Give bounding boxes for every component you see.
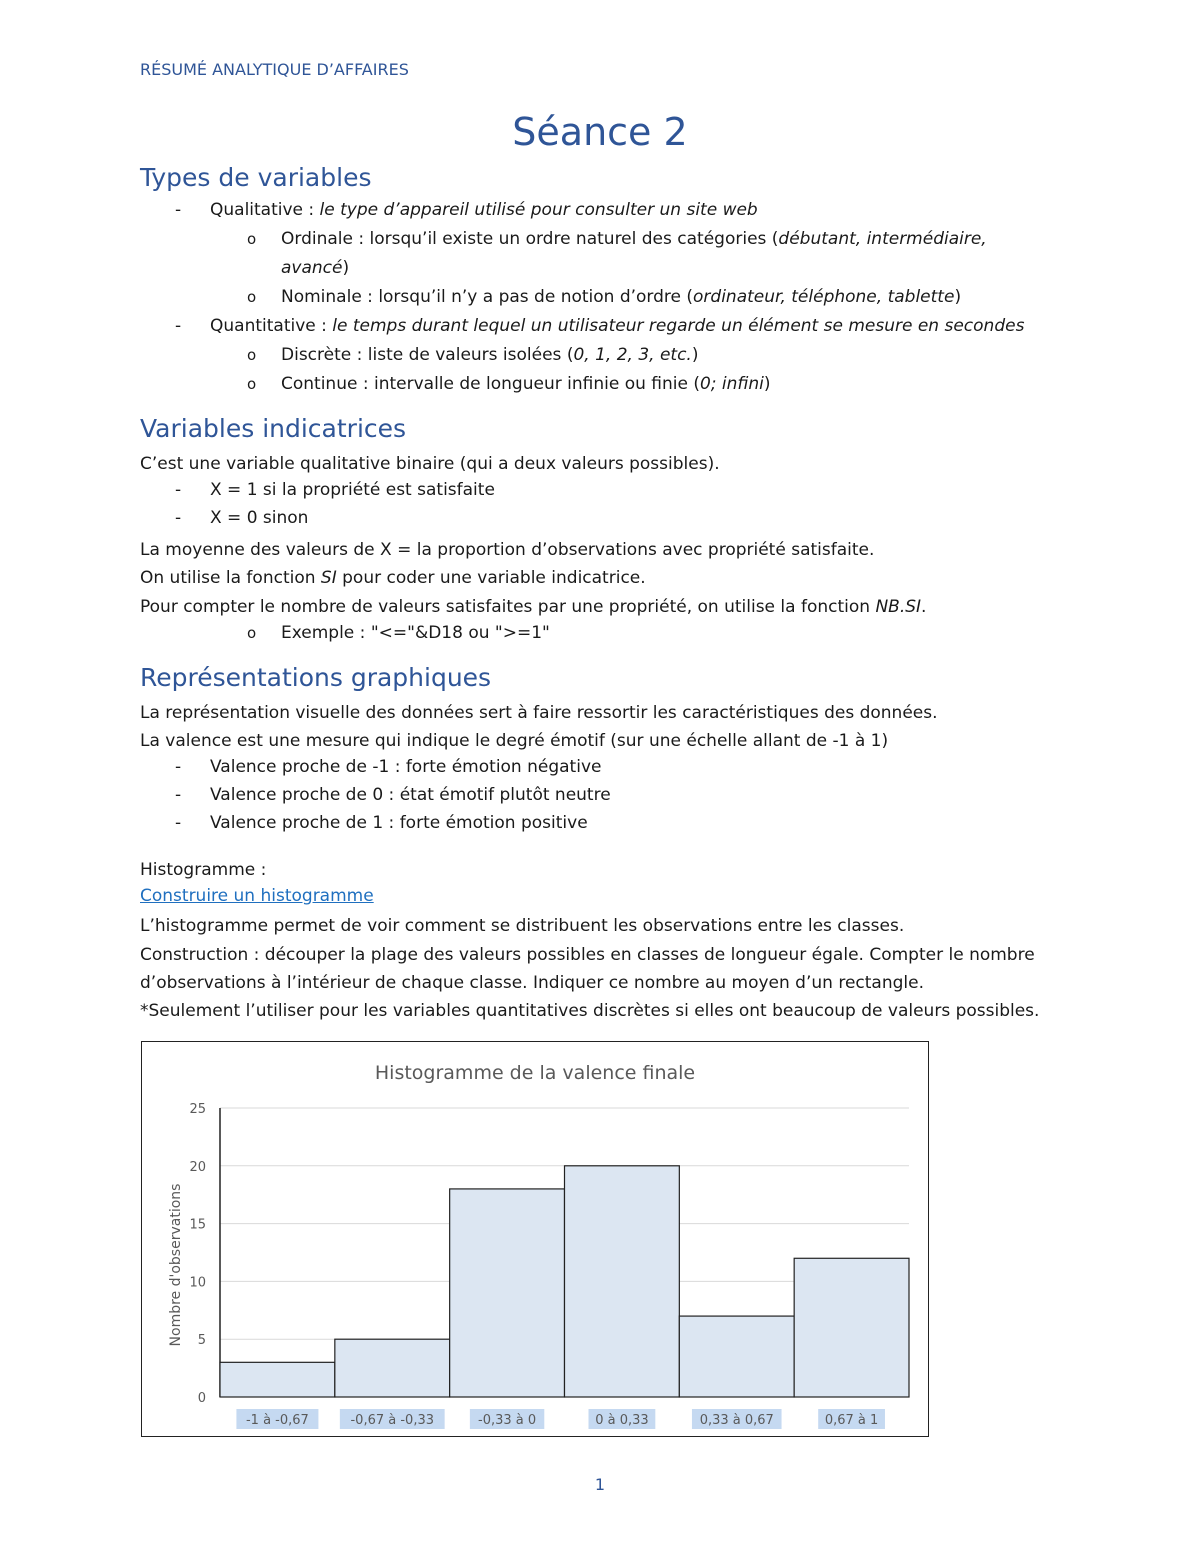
bullet-circle: o [247, 288, 257, 306]
bullet-circle: o [247, 230, 257, 248]
paragraph: C’est une variable qualitative binaire (qui a deux valeurs possibles). [140, 454, 720, 474]
list-item: Valence proche de -1 : forte émotion négative [210, 757, 602, 777]
paragraph: *Seulement l’utiliser pour les variables quantitatives discrètes si elles ont beaucoup de valeurs possibles. [140, 1001, 1040, 1021]
bullet-dash: - [175, 785, 182, 805]
page-number: 1 [594, 1475, 606, 1494]
paragraph: Pour compter le nombre de valeurs satisfaites par une propriété, on utilise la fonction NB.SI. [140, 597, 927, 617]
bullet-dash: - [175, 200, 182, 220]
x-tick-label: -0,67 à -0,33 [350, 1413, 435, 1428]
list-item-qualitative: Qualitative : le type d’appareil utilisé pour consulter un site web [210, 200, 758, 220]
paragraph: On utilise la fonction SI pour coder une variable indicatrice. [140, 568, 646, 588]
section-heading-indicatrices: Variables indicatrices [140, 414, 407, 443]
page-header: RÉSUMÉ ANALYTIQUE D’AFFAIRES [140, 60, 409, 79]
list-item-nominale: Nominale : lorsqu’il n’y a pas de notion d’ordre (ordinateur, téléphone, tablette) [281, 287, 962, 307]
paragraph: Construction : découper la plage des valeurs possibles en classes de longueur égale. Compter le nombre [140, 945, 1035, 965]
y-tick-label: 20 [189, 1159, 206, 1175]
list-item: Valence proche de 0 : état émotif plutôt neutre [210, 785, 611, 805]
histogram-bar [335, 1339, 450, 1397]
section-heading-types: Types de variables [140, 163, 372, 192]
bullet-dash: - [175, 316, 182, 336]
paragraph: Histogramme : [140, 860, 267, 880]
y-tick-label: 25 [189, 1102, 206, 1117]
bullet-dash: - [175, 480, 182, 500]
list-item: X = 1 si la propriété est satisfaite [210, 480, 495, 500]
bullet-circle: o [247, 375, 257, 393]
x-tick-label: 0 à 0,33 [595, 1413, 649, 1428]
paragraph: La valence est une mesure qui indique le degré émotif (sur une échelle allant de -1 à 1) [140, 731, 889, 751]
y-tick-label: 0 [197, 1391, 206, 1406]
list-item-exemple: Exemple : "<="&D18 ou ">=1" [281, 623, 550, 643]
bullet-dash: - [175, 813, 182, 833]
y-tick-label: 5 [197, 1333, 206, 1349]
paragraph: L’histogramme permet de voir comment se distribuent les observations entre les classes. [140, 916, 905, 936]
bullet-circle: o [247, 346, 257, 364]
list-item: X = 0 sinon [210, 508, 309, 528]
paragraph: d’observations à l’intérieur de chaque classe. Indiquer ce nombre au moyen d’un rectangle. [140, 973, 924, 993]
histogram-bar [794, 1258, 909, 1397]
x-tick-label: -1 à -0,67 [245, 1413, 309, 1428]
paragraph: La moyenne des valeurs de X = la proportion d’observations avec propriété satisfaite. [140, 540, 875, 560]
chart-title: Histogramme de la valence finale [374, 1062, 696, 1084]
section-heading-graphiques: Représentations graphiques [140, 663, 492, 692]
histogram-bar [679, 1316, 794, 1397]
histogram-link[interactable]: Construire un histogramme [140, 886, 374, 906]
list-item-discrete: Discrète : liste de valeurs isolées (0, 1, 2, 3, etc.) [281, 345, 699, 365]
list-item-ordinale-cont: avancé) [281, 258, 350, 278]
x-tick-label: -0,33 à 0 [478, 1413, 537, 1428]
bullet-circle: o [247, 624, 257, 642]
chart-ylabel: Nombre d'observations [168, 1183, 184, 1347]
paragraph: La représentation visuelle des données sert à faire ressortir les caractéristiques des données. [140, 703, 938, 723]
histogram-chart [141, 1041, 929, 1437]
list-item-quantitative: Quantitative : le temps durant lequel un utilisateur regarde un élément se mesure en secondes [210, 316, 1025, 336]
x-tick-label: 0,67 à 1 [824, 1413, 879, 1428]
list-item-continue: Continue : intervalle de longueur infinie ou finie (0; infini) [281, 374, 771, 394]
histogram-bar [450, 1189, 565, 1397]
bullet-dash: - [175, 508, 182, 528]
list-item: Valence proche de 1 : forte émotion positive [210, 813, 588, 833]
y-tick-label: 10 [189, 1275, 206, 1291]
y-tick-label: 15 [189, 1217, 206, 1233]
histogram-bar [565, 1166, 680, 1397]
histogram-svg [142, 1042, 928, 1436]
histogram-bar [220, 1362, 335, 1397]
x-tick-label: 0,33 à 0,67 [699, 1413, 774, 1428]
bullet-dash: - [175, 757, 182, 777]
list-item-ordinale: Ordinale : lorsqu’il existe un ordre naturel des catégories (débutant, intermédiaire, [281, 229, 987, 249]
page-title: Séance 2 [512, 110, 688, 154]
